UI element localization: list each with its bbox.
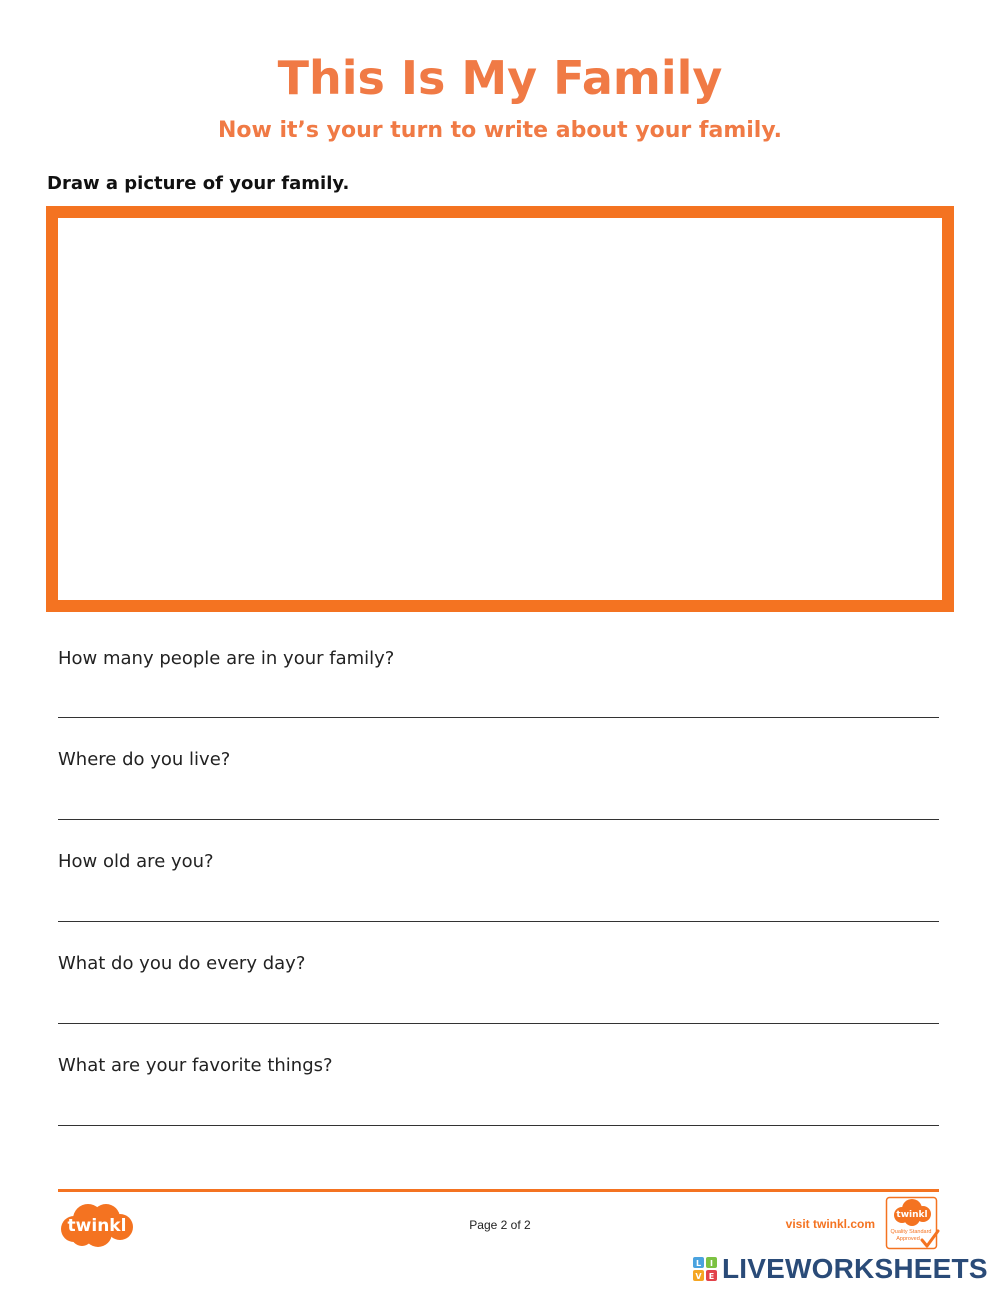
footer-divider <box>58 1189 939 1192</box>
lw-letter-1: L <box>695 1259 702 1268</box>
question-family-size: How many people are in your family? <box>58 648 395 669</box>
badge-line-1: Quality Standard <box>890 1229 932 1235</box>
twinkl-logo-text: twinkl <box>67 1216 127 1236</box>
page-title: This Is My Family <box>277 51 723 105</box>
answer-line-daily-activities[interactable] <box>58 1023 939 1024</box>
question-age: How old are you? <box>58 851 214 872</box>
liveworksheets-logo-icon <box>692 1255 722 1283</box>
quality-standard-badge-icon <box>885 1196 941 1252</box>
lw-letter-3: V <box>695 1272 702 1281</box>
answer-line-favorite-things[interactable] <box>58 1125 939 1126</box>
visit-link[interactable]: visit twinkl.com <box>785 1217 875 1231</box>
badge-brand-text: twinkl <box>896 1210 928 1220</box>
drawing-instruction: Draw a picture of your family. <box>47 173 350 194</box>
page-subtitle: Now it’s your turn to write about your family. <box>217 118 783 143</box>
question-daily-activities: What do you do every day? <box>58 953 306 974</box>
drawing-area[interactable] <box>46 206 954 612</box>
lw-letter-2: I <box>710 1259 713 1268</box>
answer-line-age[interactable] <box>58 921 939 922</box>
liveworksheets-watermark: LIVEWORKSHEETS <box>722 1253 988 1284</box>
page-number: Page 2 of 2 <box>469 1218 531 1232</box>
question-where-live: Where do you live? <box>58 749 231 770</box>
question-favorite-things: What are your favorite things? <box>58 1055 333 1076</box>
badge-line-2: Approved <box>896 1236 920 1242</box>
answer-line-where-live[interactable] <box>58 819 939 820</box>
lw-letter-4: E <box>708 1272 715 1281</box>
answer-line-family-size[interactable] <box>58 717 939 718</box>
